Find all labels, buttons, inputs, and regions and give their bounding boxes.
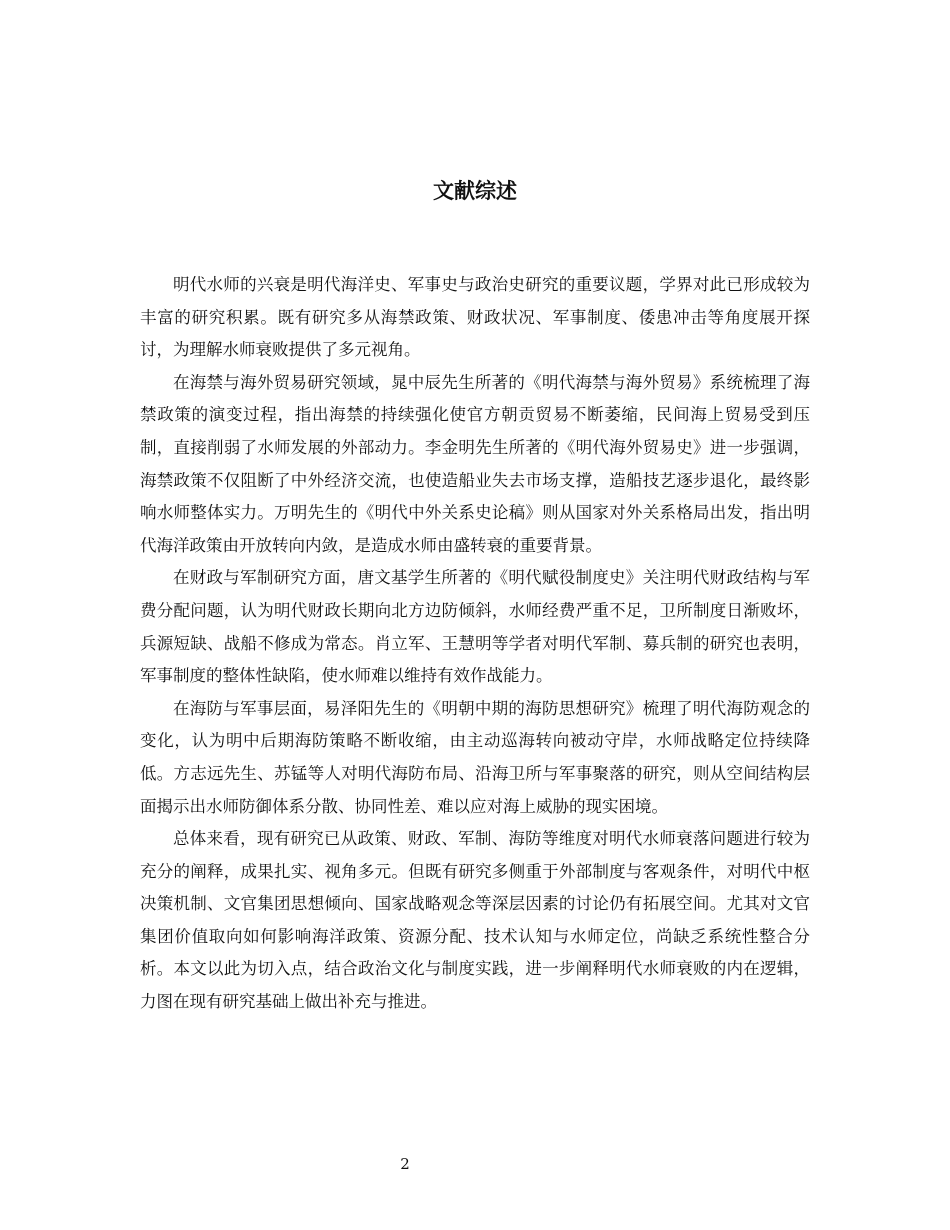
paragraph-2: 在海禁与海外贸易研究领域，晁中辰先生所著的《明代海禁与海外贸易》系统梳理了海禁政策的演变过程，指出海禁的持续强化使官方朝贡贸易不断萎缩，民间海上贸易受到压制，直接削弱了水师发展的外部动力。李金明先生所著的《明代海外贸易史》进一步强调，海禁政策不仅阻断了中外经济交流，也使造船业失去市场支撑，造船技艺逐步退化，最终影响水师整体实力。万明先生的《明代中外关系史论稿》则从国家对外关系格局出发，指出明代海洋政策由开放转向内敛，是造成水师由盛转衰的重要背景。 [140,372,810,555]
paragraph-1: 明代水师的兴衰是明代海洋史、军事史与政治史研究的重要议题，学界对此已形成较为丰富的研究积累。既有研究多从海禁政策、财政状况、军事制度、倭患冲击等角度展开探讨，为理解水师衰败提供了多元视角。 [140,275,810,360]
page-title: 文献综述 [433,179,517,203]
paragraph-5: 总体来看，现有研究已从政策、财政、军制、海防等维度对明代水师衰落问题进行较为充分的阐释，成果扎实、视角多元。但既有研究多侧重于外部制度与客观条件，对明代中枢决策机制、文官集团思想倾向、国家战略观念等深层因素的讨论仍有拓展空间。尤其对文官集团价值取向如何影响海洋政策、资源分配、技术认知与水师定位，尚缺乏系统性整合分析。本文以此为切入点，结合政治文化与制度实践，进一步阐释明代水师衰败的内在逻辑，力图在现有研究基础上做出补充与推进。 [140,829,810,1012]
paragraph-3: 在财政与军制研究方面，唐文基学生所著的《明代赋役制度史》关注明代财政结构与军费分配问题，认为明代财政长期向北方边防倾斜，水师经费严重不足，卫所制度日渐败坏，兵源短缺、战船不修成为常态。肖立军、王慧明等学者对明代军制、募兵制的研究也表明，军事制度的整体性缺陷，使水师难以维持有效作战能力。 [140,568,810,686]
page-number: 2 [400,1155,410,1173]
paragraph-4: 在海防与军事层面，易泽阳先生的《明朝中期的海防思想研究》梳理了明代海防观念的变化，认为明中后期海防策略不断收缩，由主动巡海转向被动守岸，水师战略定位持续降低。方志远先生、苏锰等人对明代海防布局、沿海卫所与军事聚落的研究，则从空间结构层面揭示出水师防御体系分散、协同性差、难以应对海上威胁的现实困境。 [140,698,810,816]
body-text [140,269,810,1019]
